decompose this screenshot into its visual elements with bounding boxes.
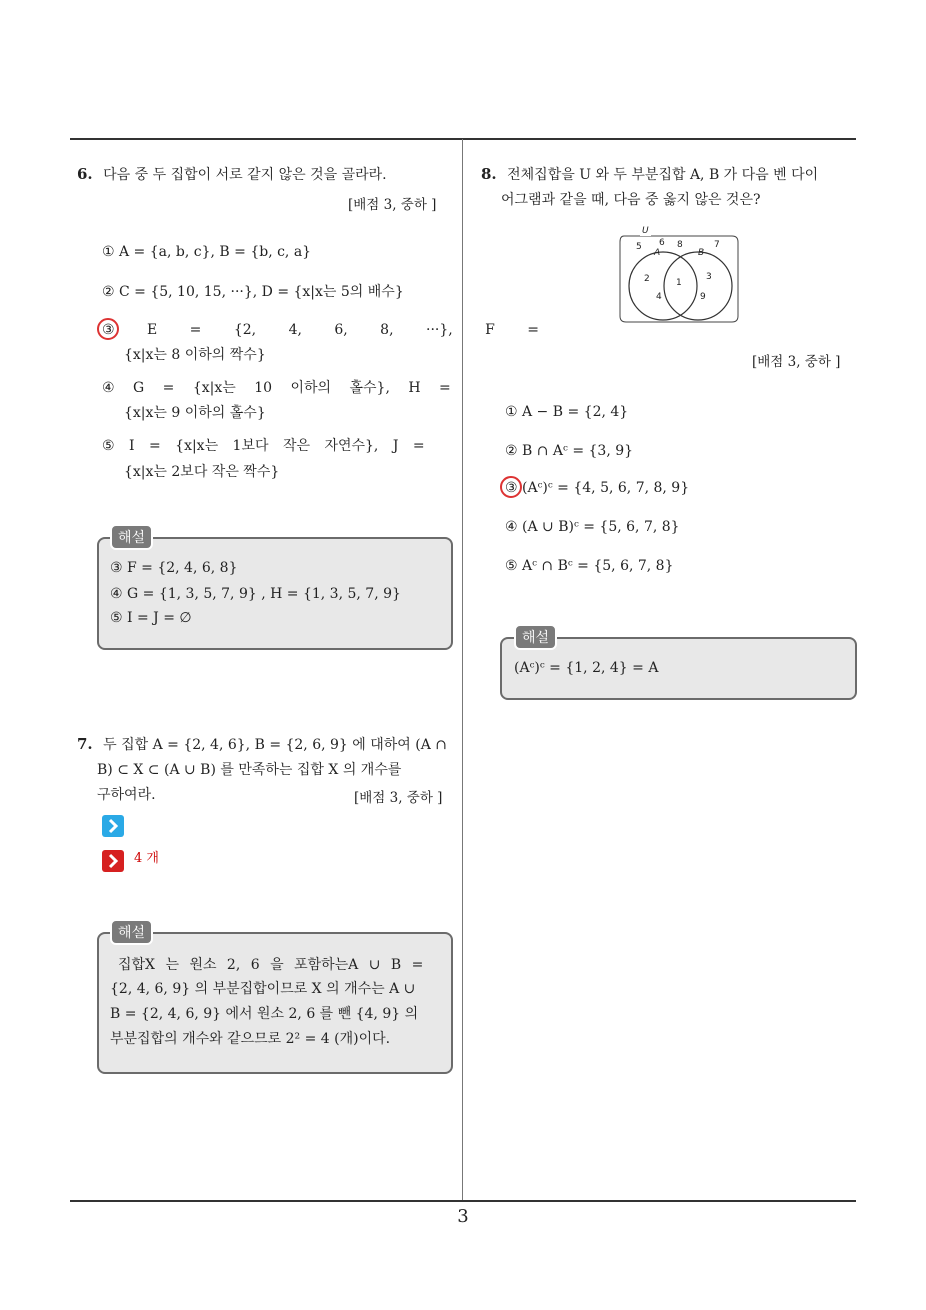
q6-explanation-label: 해설 — [110, 524, 153, 550]
q6-explanation-line-3: ⑤ I = J = ∅ — [110, 610, 192, 626]
q6-choice-4[interactable]: ④ G = {x|x는 10 이하의 홀수}, H = — [102, 380, 451, 396]
q6-choice-3[interactable]: ③ E = {2, 4, 6, 8, ···}, F = — [102, 322, 540, 338]
venn-outside-4: 7 — [714, 240, 720, 250]
venn-outside-1: 5 — [636, 242, 642, 252]
venn-label-a: A — [654, 248, 661, 258]
q6-text: 다음 중 두 집합이 서로 같지 않은 것을 골라라. — [103, 167, 387, 183]
bottom-rule — [70, 1200, 856, 1202]
q8-choice-2[interactable]: ② B ∩ Aᶜ = {3, 9} — [505, 443, 634, 459]
q8-explanation-label: 해설 — [514, 624, 557, 650]
venn-label-b: B — [698, 248, 705, 258]
q8-explanation-line-1: (Aᶜ)ᶜ = {1, 2, 4} = A — [514, 660, 659, 676]
q8-grade: [배점 3, 중하 ] — [752, 354, 841, 370]
q6-explanation-line-2: ④ G = {1, 3, 5, 7, 9} , H = {1, 3, 5, 7, 9} — [110, 586, 401, 602]
venn-b-only-1: 3 — [706, 272, 712, 282]
q8-choice-3[interactable]: ③ (Aᶜ)ᶜ = {4, 5, 6, 7, 8, 9} — [505, 480, 690, 496]
q6-number: 6. — [77, 165, 93, 183]
q7-explanation-line-4: 부분집합의 개수와 같으므로 2² = 4 (개)이다. — [110, 1031, 391, 1047]
q7-line-3: 구하여라. — [97, 787, 156, 803]
q7-number: 7. — [77, 735, 93, 753]
q7-explanation-line-3: B = {2, 4, 6, 9} 에서 원소 2, 6 를 뺀 {4, 9} 의 — [110, 1006, 419, 1022]
q6-choice-4-cont: {x|x는 9 이하의 홀수} — [124, 405, 266, 421]
q8-line-2: 어그램과 같을 때, 다음 중 옳지 않은 것은? — [501, 192, 761, 208]
q7-line-1: 두 집합 A = {2, 4, 6}, B = {2, 6, 9} 에 대하여 (A ∩ — [103, 737, 448, 753]
venn-b-only-2: 9 — [700, 292, 706, 302]
q6-explanation-line-1: ③ F = {2, 4, 6, 8} — [110, 560, 238, 576]
venn-diagram — [618, 226, 740, 324]
q8-line-1: 전체집합을 U 와 두 부분집합 A, B 가 다음 벤 다이 — [507, 167, 819, 183]
venn-outside-3: 8 — [677, 240, 683, 250]
q6-choice-5-cont: {x|x는 2보다 작은 짝수} — [124, 464, 280, 480]
q7-explanation-line-2: {2, 4, 6, 9} 의 부분집합이므로 X 의 개수는 A ∪ — [110, 981, 416, 997]
page-number: 3 — [457, 1206, 469, 1227]
q6-choice-2[interactable]: ② C = {5, 10, 15, ···}, D = {x|x는 5의 배수} — [102, 284, 404, 300]
q6-choice-5[interactable]: ⑤ I = {x|x는 1보다 작은 자연수}, J = — [102, 438, 425, 454]
q8-choice-1[interactable]: ① A − B = {2, 4} — [505, 404, 629, 420]
q6-choice-1[interactable]: ① A = {a, b, c}, B = {b, c, a} — [102, 244, 312, 260]
q7-explanation-label: 해설 — [110, 919, 153, 945]
q8-choice-4[interactable]: ④ (A ∪ B)ᶜ = {5, 6, 7, 8} — [505, 519, 680, 535]
venn-a-only-2: 4 — [656, 292, 662, 302]
q6-choice-3-cont: {x|x는 8 이하의 짝수} — [124, 347, 266, 363]
q6-grade: [배점 3, 중하 ] — [348, 197, 437, 213]
q8-prompt — [481, 162, 861, 213]
venn-outside-2: 6 — [659, 238, 665, 248]
column-divider — [462, 139, 463, 1201]
chevron-right-icon[interactable] — [102, 815, 124, 837]
q7-grade: [배점 3, 중하 ] — [354, 790, 443, 806]
q8-choice-5[interactable]: ⑤ Aᶜ ∩ Bᶜ = {5, 6, 7, 8} — [505, 558, 674, 574]
venn-a-only-1: 2 — [644, 274, 650, 284]
top-rule — [70, 138, 856, 140]
q7-explanation-line-1: 집합X 는 원소 2, 6 을 포함하는A ∪ B = — [118, 957, 424, 973]
q7-answer: 4 개 — [134, 851, 159, 866]
q6-prompt — [77, 162, 457, 188]
venn-label-u: U — [642, 226, 649, 236]
venn-both: 1 — [676, 278, 682, 288]
q8-number: 8. — [481, 165, 497, 183]
q7-line-2: B) ⊂ X ⊂ (A ∪ B) 를 만족하는 집합 X 의 개수를 — [97, 762, 402, 778]
answer-chevron-icon[interactable] — [102, 850, 124, 872]
